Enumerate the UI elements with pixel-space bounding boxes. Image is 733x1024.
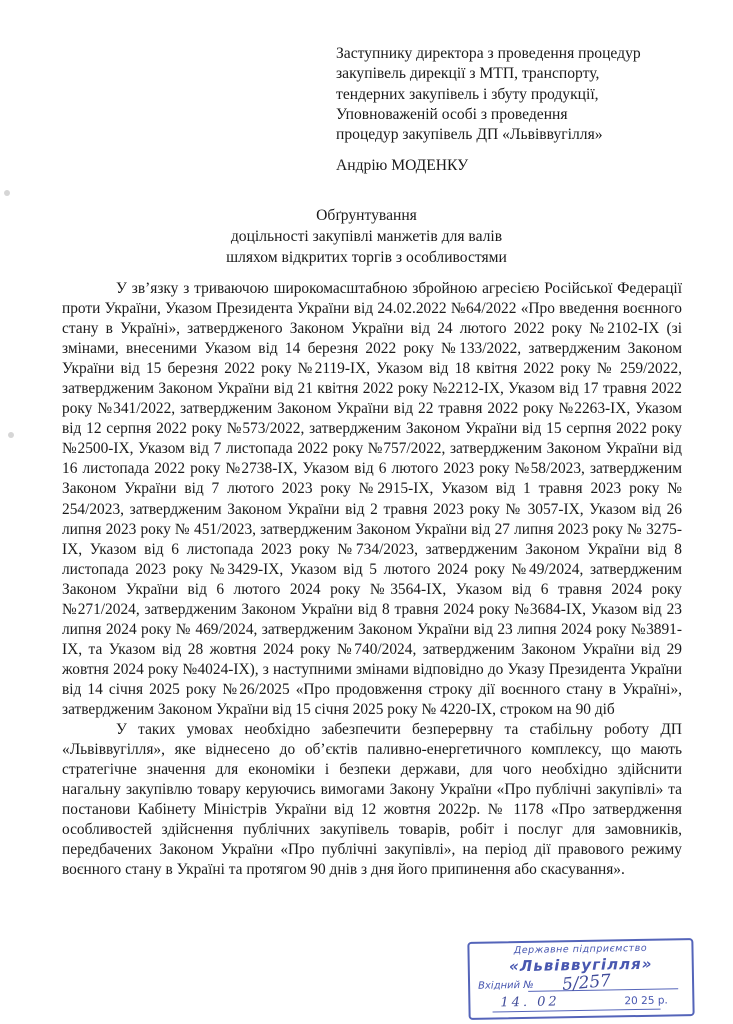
stamp-incoming-label: Вхідний № [478, 979, 534, 992]
addressee-name: Андрію МОДЕНКУ [336, 157, 469, 175]
document-heading [0, 205, 733, 268]
stamp-company-name: «Львіввугілля» [508, 954, 653, 976]
addressee-block [336, 44, 716, 177]
addressee-line: процедур закупівель ДП «Львіввугілля» [336, 126, 603, 144]
punch-hole-mark [4, 190, 10, 196]
addressee-line: закупівель дирекції з МТП, транспорту, [336, 65, 600, 83]
heading-title: Обґрунтування [316, 207, 417, 224]
heading-subtitle: доцільності закупівлі манжетів для валів [230, 228, 503, 245]
stamp-year: 20 25 р. [624, 994, 668, 1008]
addressee-line: Заступнику директора з проведення процедур [336, 45, 641, 62]
addressee-line: тендерних закупівель і збуту продукції, [336, 85, 599, 103]
addressee-line: Уповноваженій особі з проведення [336, 105, 568, 123]
body-paragraph: У зв’язку з триваючою широкомасштабною збройною агресією Російської Федерації проти України, Указом Президента України від 24.02.2022 №64/2022 «Про введення воєнного стану в Україні», затвердженого Законом України від 24 лютого 2022 року №2102-IX (зі змінами, внесеними Указом від 14 березня 2022 року №133/2022, затвердженим Законом України від 15 березня 2022 року №2119-IX, Указом від 18 квітня 2022 року № 259/2022, затвердженим Законом України від 21 квітня 2022 року №2212-IX, Указом від 17 травня 2022 року №341/2022, затвердженим Законом України від 22 травня 2022 року №2263-IX, Указом від 12 серпня 2022 року №573/2022, затвердженим Законом України від 15 серпня 2022 року №2500-IX, Указом від 7 листопада 2022 року №757/2022, затвердженим Законом України від 16 листопада 2022 року №2738-IX, Указом від 6 лютого 2023 року №58/2023, затвердженим Законом України від 7 лютого 2023 року №2915-IX, Указом від 1 травня 2023 року № 254/2023, затвердженим Законом України від 2 травня 2023 року № 3057-IX, Указом від 26 липня 2023 року № 451/2023, затвердженим Законом України від 27 липня 2023 року № 3275-IX, Указом від 6 листопада 2023 року №734/2023, затвердженим Законом України від 8 листопада 2023 року №3429-IX, Указом від 5 лютого 2024 року №49/2024, затвердженим Законом України від 6 лютого 2024 року №3564-IX, Указом від 6 травня 2024 року №271/2024, затвердженим Законом України від 8 травня 2024 року №3684-IX, Указом від 23 липня 2024 року № 469/2024, затвердженим Законом України від 23 липня 2024 року №3891-IX, та Указом від 28 жовтня 2024 року №740/2024, затвердженим Законом України від 29 жовтня 2024 року №4024-IX), з наступними змінами відповідно до Указу Президента України від 14 січня 2025 року №26/2025 «Про продовження строку дії воєнного стану в Україні», затвердженим Законом України від 15 січня 2025 року № 4220-IX, строком на 90 діб [62, 280, 682, 718]
punch-hole-mark [8, 432, 14, 438]
registration-stamp [467, 938, 694, 1020]
stamp-incoming-number: 5/257 [561, 970, 612, 996]
body-paragraph: У таких умовах необхідно забезпечити безперервну та стабільну роботу ДП «Львіввугілля», яке віднесено до об’єктів паливно-енергетичного комплексу, що мають стратегічне значення для економіки і безпеки держави, для чого необхідно здійснити нагальну закупівлю товару керуючись вимогами Закону України «Про публічні закупівлі» та постанови Кабінету Міністрів України від 12 жовтня 2022р. № 1178 «Про затвердження особливостей здійснення публічних закупівель товарів, робіт і послуг для замовників, передбачених Законом України «Про публічні закупівлі», на період дії правового режиму воєнного стану в Україні та протягом 90 днів з дня його припинення або скасування». [62, 721, 682, 879]
stamp-organization: Державне підприємство [513, 942, 648, 957]
heading-subtitle: шляхом відкритих торгів з особливостями [226, 249, 507, 266]
document-body [62, 279, 682, 880]
stamp-date: 14. 02 [500, 994, 560, 1011]
